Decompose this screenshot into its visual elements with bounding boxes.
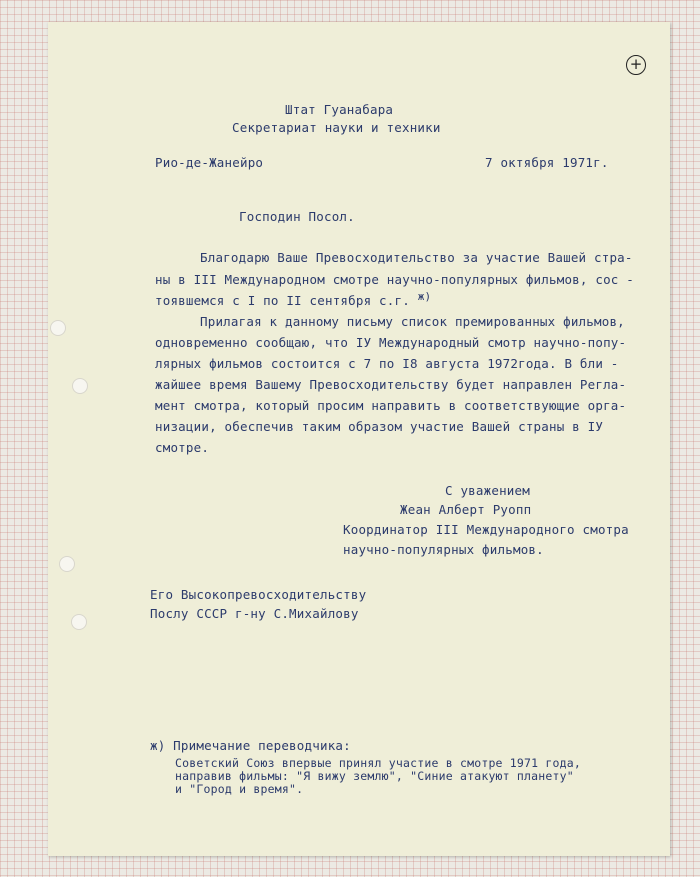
punch-hole-4 <box>71 614 87 630</box>
paragraph-1-line-1: Благодарю Ваше Превосходительство за участие Вашей стра- <box>200 250 633 265</box>
paragraph-1-line-3 <box>155 290 432 310</box>
addressee-line-2: Послу СССР г-ну С.Михайлову <box>150 606 359 621</box>
footnote-reference: ж) <box>417 290 432 303</box>
header-line-1: Штат Гуанабара <box>285 102 394 117</box>
signature-closing: С уважением <box>445 483 530 498</box>
punch-hole-3 <box>59 556 75 572</box>
handwritten-plus-mark: + <box>626 55 646 75</box>
paragraph-1-line-3-text: тоявшемся с I по II сентября с.г. <box>155 293 410 308</box>
signature-title-2: научно-популярных фильмов. <box>343 542 544 557</box>
translator-note-line-1: Советский Союз впервые принял участие в смотре 1971 года, <box>175 756 582 770</box>
signature-title-1: Координатор III Международного смотра <box>343 522 629 537</box>
paragraph-1-line-2: ны в III Международном смотре научно-популярных фильмов, сос - <box>155 272 634 287</box>
translator-note-heading: ж) Примечание переводчика: <box>150 738 351 753</box>
paragraph-2-line-7: смотре. <box>155 440 210 455</box>
paragraph-2-line-5: мент смотра, который просим направить в соответствующие орга- <box>155 398 627 413</box>
date: 7 октября 1971г. <box>485 155 609 170</box>
paragraph-2-line-2: одновременно сообщаю, что IУ Международный смотр научно-попу- <box>155 335 627 350</box>
paragraph-2-line-1: Прилагая к данному письму список премированных фильмов, <box>200 314 625 329</box>
paragraph-2-line-6: низации, обеспечив таким образом участие Вашей страны в IУ <box>155 419 604 434</box>
signature-name: Жеан Алберт Руопп <box>400 502 532 517</box>
translator-note-line-2: направив фильмы: "Я вижу землю", "Синие атакуют планету" <box>175 769 574 783</box>
translator-note-line-3: и "Город и время". <box>175 782 304 796</box>
paragraph-2-line-3: лярных фильмов состоится с 7 по I8 августа 1972года. В бли - <box>155 356 619 371</box>
punch-hole-1 <box>50 320 66 336</box>
punch-hole-2 <box>72 378 88 394</box>
salutation: Господин Посол. <box>239 209 355 224</box>
place: Рио-де-Жанейро <box>155 155 264 170</box>
document-sheet <box>48 22 670 856</box>
paragraph-2-line-4: жайшее время Вашему Превосходительству будет направлен Регла- <box>155 377 627 392</box>
addressee-line-1: Его Высокопревосходительству <box>150 587 367 602</box>
header-line-2: Секретариат науки и техники <box>232 120 441 135</box>
